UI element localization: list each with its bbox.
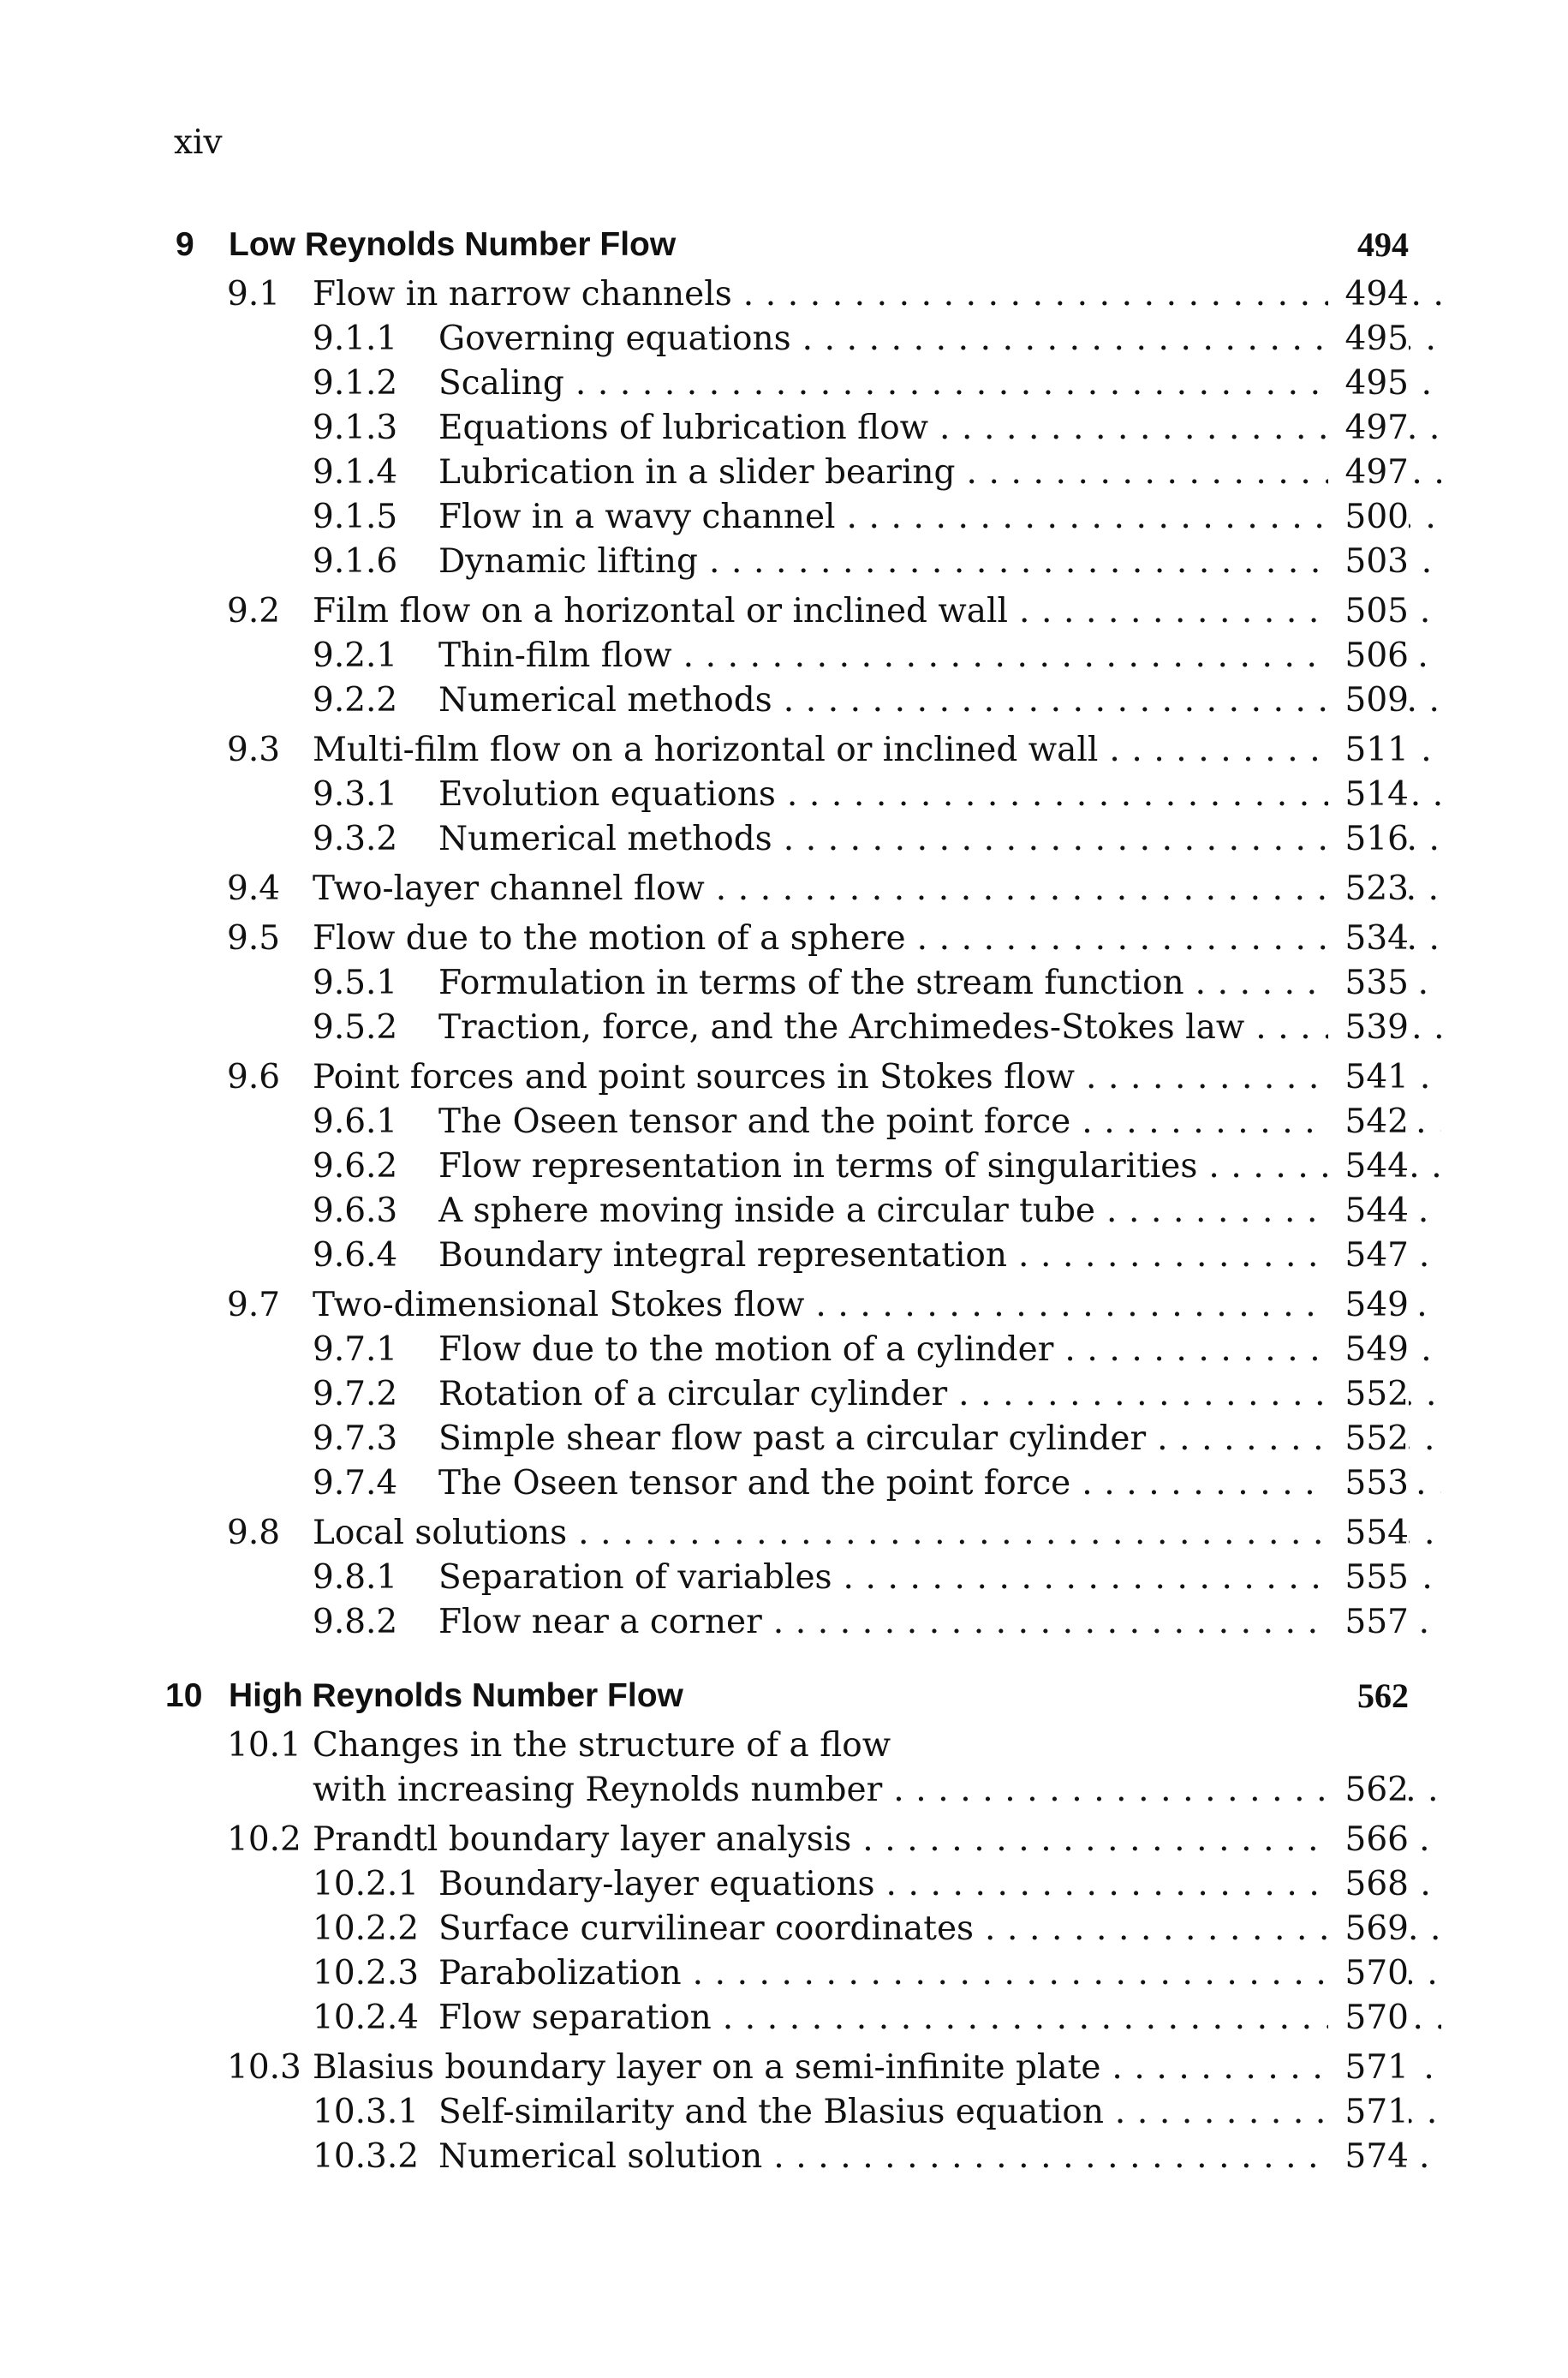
- entry-page: 554: [1328, 1511, 1409, 1556]
- entry-page: 568: [1328, 1862, 1409, 1907]
- chapter-page: 562: [1357, 1676, 1409, 1715]
- section-entry[interactable]: [176, 867, 1409, 911]
- entry-number: 10.3: [227, 2048, 301, 2087]
- entry-title: Flow in a wavy channel . . .: [438, 495, 1441, 540]
- entry-title: Equations of lubrication flow . . .: [438, 406, 1441, 451]
- entry-number: 9.1: [227, 275, 281, 314]
- entry-page: 544: [1328, 1189, 1409, 1234]
- entry-page: 552: [1328, 1372, 1409, 1417]
- entry-title: Surface curvilinear coordinates . . .: [438, 1907, 1441, 1951]
- entry-page: 557: [1328, 1600, 1409, 1645]
- subsection-entry[interactable]: [176, 1234, 1409, 1278]
- subsection-entry[interactable]: [176, 406, 1409, 451]
- entry-number: 9.7: [227, 1286, 281, 1324]
- entry-title: Prandtl boundary layer analysis . . .: [313, 1818, 1441, 1862]
- entry-number: 9.3.2: [313, 820, 398, 858]
- subsection-entry[interactable]: [176, 1951, 1409, 1996]
- subsection-entry[interactable]: [176, 1328, 1409, 1372]
- entry-number: 9.8.1: [313, 1558, 398, 1597]
- entry-page: 570: [1328, 1996, 1409, 2040]
- chapter-heading[interactable]: [176, 221, 1409, 269]
- subsection-entry[interactable]: [176, 1862, 1409, 1907]
- entry-title: Two-dimensional Stokes flow . . .: [313, 1283, 1441, 1328]
- subsection-entry[interactable]: [176, 1144, 1409, 1189]
- chapter-page: 494: [1357, 225, 1409, 264]
- subsection-entry[interactable]: [176, 1996, 1409, 2040]
- entry-number: 10.2.3: [313, 1954, 420, 1993]
- subsection-entry[interactable]: [176, 1600, 1409, 1645]
- entry-title: Point forces and point sources in Stokes flow . . .: [313, 1055, 1441, 1100]
- subsection-entry[interactable]: [176, 540, 1409, 584]
- entry-title-continuation: with increasing Reynolds number . . .: [313, 1768, 1441, 1813]
- entry-title: The Oseen tensor and the point force . . .: [438, 1461, 1441, 1506]
- entry-title: Flow near a corner . . .: [438, 1600, 1441, 1645]
- entry-title: Thin-film flow . . .: [438, 634, 1441, 678]
- entry-title: Numerical solution . . .: [438, 2135, 1441, 2179]
- entry-page: 500: [1328, 495, 1409, 540]
- section-entry-continuation[interactable]: [176, 1768, 1409, 1813]
- entry-title: Film flow on a horizontal or inclined wall . . .: [313, 589, 1441, 634]
- subsection-entry[interactable]: [176, 2090, 1409, 2135]
- entry-title: Two-layer channel flow . . .: [313, 867, 1441, 911]
- subsection-entry[interactable]: [176, 773, 1409, 817]
- entry-number: 9.7.1: [313, 1330, 398, 1369]
- entry-title: Parabolization . . .: [438, 1951, 1441, 1996]
- entry-number: 9.4: [227, 869, 281, 908]
- entry-page: 514: [1328, 773, 1409, 817]
- entry-page: 497: [1328, 451, 1409, 495]
- entry-number: 9.2: [227, 592, 281, 630]
- chapter-heading[interactable]: [165, 1672, 1409, 1720]
- subsection-entry[interactable]: [176, 1461, 1409, 1506]
- entry-page: 549: [1328, 1283, 1409, 1328]
- subsection-entry[interactable]: [176, 495, 1409, 540]
- section-entry[interactable]: [176, 272, 1409, 317]
- subsection-entry[interactable]: [176, 1907, 1409, 1951]
- section-entry[interactable]: [176, 589, 1409, 634]
- subsection-entry[interactable]: [176, 361, 1409, 406]
- entry-page: 505: [1328, 589, 1409, 634]
- subsection-entry[interactable]: [176, 2135, 1409, 2179]
- entry-title: Boundary-layer equations . . .: [438, 1862, 1441, 1907]
- subsection-entry[interactable]: [176, 1100, 1409, 1144]
- section-entry[interactable]: [176, 728, 1409, 773]
- entry-title: Evolution equations . . .: [438, 773, 1441, 817]
- entry-number: 9.6.1: [313, 1102, 398, 1141]
- entry-title: Simple shear flow past a circular cylinder . . .: [438, 1417, 1441, 1461]
- entry-page: 547: [1328, 1234, 1409, 1278]
- entry-title: Flow due to the motion of a cylinder . . .: [438, 1328, 1441, 1372]
- entry-title: A sphere moving inside a circular tube . . .: [438, 1189, 1441, 1234]
- entry-number: 9.5.2: [313, 1008, 398, 1047]
- subsection-entry[interactable]: [176, 317, 1409, 361]
- entry-number: 9.3: [227, 731, 281, 769]
- entry-page: 497: [1328, 406, 1409, 451]
- entry-title: Numerical methods . . .: [438, 817, 1441, 862]
- entry-title: Traction, force, and the Archimedes-Stokes law . . .: [438, 1006, 1441, 1050]
- entry-page: 541: [1328, 1055, 1409, 1100]
- subsection-entry[interactable]: [176, 1189, 1409, 1234]
- entry-number: 9.7.2: [313, 1375, 398, 1413]
- entry-title: Separation of variables . . .: [438, 1556, 1441, 1600]
- section-entry[interactable]: [176, 1511, 1409, 1556]
- entry-page: 506: [1328, 634, 1409, 678]
- entry-page: 544: [1328, 1144, 1409, 1189]
- entry-page: 503: [1328, 540, 1409, 584]
- entry-page: 535: [1328, 961, 1409, 1006]
- entry-number: 9.1.2: [313, 364, 398, 403]
- entry-page: 523: [1328, 867, 1409, 911]
- entry-title: Flow due to the motion of a sphere . . .: [313, 917, 1441, 961]
- entry-title: Scaling . . .: [438, 361, 1441, 406]
- entry-page: 552: [1328, 1417, 1409, 1461]
- entry-title: Multi-film flow on a horizontal or inclined wall . . .: [313, 728, 1441, 773]
- chapter-number: 10: [165, 1677, 203, 1714]
- entry-title: Self-similarity and the Blasius equation . . .: [438, 2090, 1441, 2135]
- entry-page: 494: [1328, 272, 1409, 317]
- entry-page: 569: [1328, 1907, 1409, 1951]
- subsection-entry[interactable]: [176, 1556, 1409, 1600]
- entry-page: 516: [1328, 817, 1409, 862]
- section-entry[interactable]: [176, 1724, 1409, 1768]
- entry-number: 9.8.2: [313, 1603, 398, 1641]
- entry-page: 571: [1328, 2090, 1409, 2135]
- entry-number: 9.8: [227, 1514, 281, 1552]
- entry-number: 9.1.4: [313, 453, 398, 492]
- entry-number: 9.5.1: [313, 964, 398, 1002]
- entry-page: 562: [1328, 1768, 1409, 1813]
- entry-title: Blasius boundary layer on a semi-infinite plate . . .: [313, 2046, 1441, 2090]
- entry-number: 9.2.2: [313, 681, 398, 720]
- entry-title: Lubrication in a slider bearing . . .: [438, 451, 1441, 495]
- entry-title: Dynamic lifting . . .: [438, 540, 1441, 584]
- entry-page: 574: [1328, 2135, 1409, 2179]
- entry-number: 9.5: [227, 919, 281, 958]
- entry-number: 9.6.2: [313, 1147, 398, 1186]
- entry-number: 9.1.6: [313, 542, 398, 581]
- section-entry[interactable]: [176, 1283, 1409, 1328]
- entry-number: 10.2.1: [313, 1865, 420, 1903]
- entry-page: 495: [1328, 361, 1409, 406]
- entry-number: 9.1.1: [313, 320, 398, 358]
- entry-title: Governing equations . . .: [438, 317, 1441, 361]
- subsection-entry[interactable]: [176, 451, 1409, 495]
- entry-title: Numerical methods . . .: [438, 678, 1441, 723]
- chapter-title: High Reynolds Number Flow: [229, 1677, 683, 1714]
- subsection-entry[interactable]: [176, 817, 1409, 862]
- entry-page: 571: [1328, 2046, 1409, 2090]
- entry-number: 9.7.3: [313, 1419, 398, 1458]
- entry-title: Boundary integral representation . . .: [438, 1234, 1441, 1278]
- entry-number: 9.1.3: [313, 409, 398, 447]
- entry-number: 9.7.4: [313, 1464, 398, 1503]
- entry-page: 542: [1328, 1100, 1409, 1144]
- entry-number: 10.2.4: [313, 1999, 420, 2037]
- entry-number: 9.6.4: [313, 1236, 398, 1275]
- entry-title: Changes in the structure of a flow: [313, 1726, 891, 1765]
- entry-number: 9.1.5: [313, 498, 398, 536]
- chapter-title: Low Reynolds Number Flow: [229, 226, 677, 263]
- entry-number: 10.3.2: [313, 2137, 420, 2176]
- entry-title: Rotation of a circular cylinder . . .: [438, 1372, 1441, 1417]
- entry-page: 539: [1328, 1006, 1409, 1050]
- chapter-number: 9: [176, 226, 194, 263]
- entry-page: 549: [1328, 1328, 1409, 1372]
- entry-number: 10.1: [227, 1726, 301, 1765]
- subsection-entry[interactable]: [176, 1372, 1409, 1417]
- entry-title: The Oseen tensor and the point force . . .: [438, 1100, 1441, 1144]
- entry-page: 555: [1328, 1556, 1409, 1600]
- entry-page: 570: [1328, 1951, 1409, 1996]
- section-entry[interactable]: [176, 2046, 1409, 2090]
- subsection-entry[interactable]: [176, 1417, 1409, 1461]
- entry-title: Flow representation in terms of singularities . . .: [438, 1144, 1441, 1189]
- page-number: xiv: [174, 123, 223, 162]
- entry-page: 534: [1328, 917, 1409, 961]
- subsection-entry[interactable]: [176, 961, 1409, 1006]
- entry-number: 10.2.2: [313, 1909, 420, 1948]
- entry-title: Flow separation . . .: [438, 1996, 1441, 2040]
- entry-number: 9.3.1: [313, 775, 398, 814]
- entry-title: Local solutions . . .: [313, 1511, 1441, 1556]
- section-entry[interactable]: [176, 917, 1409, 961]
- entry-number: 10.3.1: [313, 2093, 420, 2131]
- section-entry[interactable]: [176, 1818, 1409, 1862]
- subsection-entry[interactable]: [176, 678, 1409, 723]
- subsection-entry[interactable]: [176, 634, 1409, 678]
- entry-page: 495: [1328, 317, 1409, 361]
- entry-title: Flow in narrow channels . . .: [313, 272, 1441, 317]
- entry-page: 566: [1328, 1818, 1409, 1862]
- entry-page: 511: [1328, 728, 1409, 773]
- entry-number: 9.6: [227, 1058, 281, 1096]
- entry-page: 509: [1328, 678, 1409, 723]
- entry-number: 9.6.3: [313, 1192, 398, 1230]
- entry-page: 553: [1328, 1461, 1409, 1506]
- entry-number: 9.2.1: [313, 636, 398, 675]
- subsection-entry[interactable]: [176, 1006, 1409, 1050]
- section-entry[interactable]: [176, 1055, 1409, 1100]
- entry-number: 10.2: [227, 1820, 301, 1859]
- entry-title: Formulation in terms of the stream function . . .: [438, 961, 1441, 1006]
